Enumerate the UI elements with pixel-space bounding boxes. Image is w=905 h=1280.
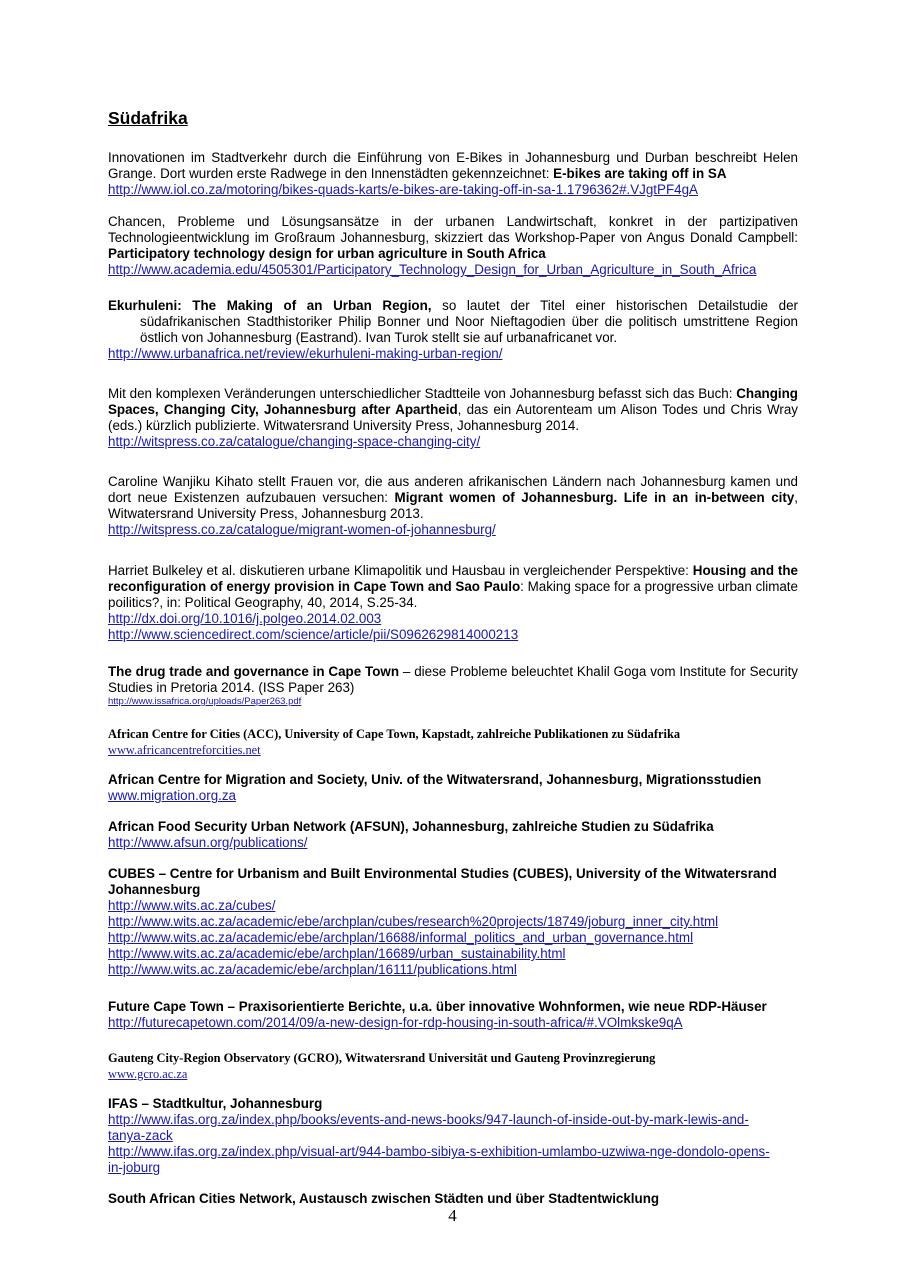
entry-text bbox=[108, 1050, 798, 1066]
entry-title: African Centre for Migration and Society, Univ. of the Witwatersrand, Johannesburg, Migrationsstudien bbox=[108, 772, 762, 787]
entry-e-bikes bbox=[108, 150, 798, 198]
entry-link-line[interactable]: tanya-zack bbox=[108, 1128, 173, 1143]
body-text: , das ein Autorenteam um Alison Todes und Chris Wray (eds.) kürzlich publizierte. Witwatersrand University Press, Johannesburg 2014. bbox=[108, 402, 798, 433]
entry-title: CUBES – Centre for Urbanism and Built Environmental Studies (CUBES), University of the Witwatersrand Johannesburg bbox=[108, 866, 777, 897]
entry-text bbox=[108, 772, 798, 788]
entry-link[interactable]: http://witspress.co.za/catalogue/changing-space-changing-city/ bbox=[108, 434, 481, 449]
entry-acms bbox=[108, 772, 798, 804]
entry-link[interactable]: www.gcro.ac.za bbox=[108, 1067, 188, 1081]
page-number: 4 bbox=[448, 1206, 457, 1225]
entry-ekurhuleni bbox=[108, 298, 798, 362]
entry-title: Ekurhuleni: The Making of an Urban Region, bbox=[108, 298, 432, 313]
entry-link[interactable]: http://www.wits.ac.za/cubes/ bbox=[108, 898, 276, 913]
entry-link[interactable]: http://www.wits.ac.za/academic/ebe/archplan/16111/publications.html bbox=[108, 962, 517, 977]
entry-link[interactable]: http://www.wits.ac.za/academic/ebe/archplan/16688/informal_politics_and_urban_governance.html bbox=[108, 930, 694, 945]
entry-link-sciencedirect[interactable]: http://www.sciencedirect.com/science/article/pii/S0962629814000213 bbox=[108, 627, 519, 642]
entry-link-line[interactable]: in-joburg bbox=[108, 1160, 161, 1175]
entry-link[interactable]: http://www.issafrica.org/uploads/Paper263.pdf bbox=[108, 696, 302, 707]
entry-link[interactable]: http://witspress.co.za/catalogue/migrant-women-of-johannesburg/ bbox=[108, 522, 496, 537]
entry-housing-energy bbox=[108, 563, 798, 643]
entry-afsun bbox=[108, 819, 798, 851]
entry-link[interactable]: www.migration.org.za bbox=[108, 788, 237, 803]
body-text: : Making space for a progressive urban climate poilitics?, in: Political Geography, 40, 2014, S.25-34. bbox=[108, 579, 798, 610]
page-heading: Südafrika bbox=[108, 108, 188, 128]
entry-title: IFAS – Stadtkultur, Johannesburg bbox=[108, 1096, 323, 1111]
entry-title: The drug trade and governance in Cape Town bbox=[108, 664, 399, 679]
entry-link-line[interactable]: http://www.ifas.org.za/index.php/books/events-and-news-books/947-launch-of-inside-out-by-mark-lewis-and- bbox=[108, 1112, 749, 1127]
entry-link[interactable]: http://www.urbanafrica.net/review/ekurhuleni-making-urban-region/ bbox=[108, 346, 503, 361]
entry-sacn bbox=[108, 1191, 798, 1207]
entry-text bbox=[108, 150, 798, 182]
entry-title: Participatory technology design for urban agriculture in South Africa bbox=[108, 246, 546, 261]
body-text: Innovationen im Stadtverkehr durch die Einführung von E-Bikes in Johannesburg und Durban beschreibt Helen Grange. Dort wurden erste Radwege in den Innenstädten gekennzeichnet: bbox=[108, 150, 798, 181]
entry-acc bbox=[108, 726, 798, 758]
entry-title: Migrant women of Johannesburg. Life in an in-between city bbox=[394, 490, 795, 505]
entry-text bbox=[108, 563, 798, 611]
entry-cubes bbox=[108, 866, 798, 978]
entry-title: E-bikes are taking off in SA bbox=[553, 166, 727, 181]
entry-link[interactable]: http://www.wits.ac.za/academic/ebe/archplan/cubes/research%20projects/18749/joburg_inner_city.html bbox=[108, 914, 719, 929]
entry-title: Gauteng City-Region Observatory (GCRO), Witwatersrand Universität und Gauteng Provinzregierung bbox=[108, 1051, 656, 1065]
body-text: Caroline Wanjiku Kihato stellt Frauen vor, die aus anderen afrikanischen Ländern nach Johannesburg kamen und dort neue Existenzen aufzubauen versuchen: bbox=[108, 474, 798, 505]
entry-link[interactable]: http://futurecapetown.com/2014/09/a-new-design-for-rdp-housing-in-south-africa/#.VOlmkske9qA bbox=[108, 1015, 683, 1030]
entry-text bbox=[108, 1096, 798, 1112]
entry-link-doi[interactable]: http://dx.doi.org/10.1016/j.polgeo.2014.02.003 bbox=[108, 611, 382, 626]
entry-text bbox=[108, 386, 798, 434]
entry-title: African Centre for Cities (ACC), University of Cape Town, Kapstadt, zahlreiche Publikationen zu Südafrika bbox=[108, 727, 681, 741]
entry-future-cape-town bbox=[108, 999, 798, 1031]
entry-text bbox=[108, 474, 798, 522]
entry-title: Future Cape Town – Praxisorientierte Berichte, u.a. über innovative Wohnformen, wie neue RDP-Häuser bbox=[108, 999, 767, 1014]
entry-text bbox=[108, 999, 798, 1015]
entry-urban-agriculture bbox=[108, 214, 798, 278]
entry-gcro bbox=[108, 1050, 798, 1082]
body-text: Harriet Bulkeley et al. diskutieren urbane Klimapolitik und Hausbau in vergleichender Perspektive: bbox=[108, 563, 693, 578]
entry-text bbox=[108, 214, 798, 262]
entry-migrant-women bbox=[108, 474, 798, 538]
entry-text bbox=[108, 664, 798, 696]
entry-text bbox=[108, 726, 798, 742]
entry-text bbox=[108, 1191, 798, 1207]
entry-ifas bbox=[108, 1096, 798, 1176]
entry-text bbox=[108, 866, 798, 898]
entry-title: South African Cities Network, Austausch zwischen Städten und über Stadtentwicklung bbox=[108, 1191, 660, 1206]
entry-link[interactable]: http://www.academia.edu/4505301/Participatory_Technology_Design_for_Urban_Agriculture_in_South_Africa bbox=[108, 262, 757, 277]
entry-link[interactable]: www.africancentreforcities.net bbox=[108, 743, 261, 757]
entry-title: Housing and the reconfiguration of energy provision in Cape Town and Sao Paulo bbox=[108, 563, 798, 594]
entry-title: Changing Spaces, Changing City, Johannesburg after Apartheid bbox=[108, 386, 798, 417]
entry-changing-spaces bbox=[108, 386, 798, 450]
body-text: Mit den komplexen Veränderungen unterschiedlicher Stadtteile von Johannesburg befasst sich das Buch: bbox=[108, 386, 737, 401]
body-text: – diese Probleme beleuchtet Khalil Goga vom Institute for Security Studies in Pretoria 2014. (ISS Paper 263) bbox=[108, 664, 798, 695]
entry-title: African Food Security Urban Network (AFSUN), Johannesburg, zahlreiche Studien zu Südafrika bbox=[108, 819, 714, 834]
entry-link-line[interactable]: http://www.ifas.org.za/index.php/visual-art/944-bambo-sibiya-s-exhibition-umlambo-uzwiwa-nge-dondolo-opens- bbox=[108, 1144, 770, 1159]
document-page bbox=[108, 108, 798, 1207]
body-text: , Witwatersrand University Press, Johannesburg 2013. bbox=[108, 490, 799, 521]
entry-link[interactable]: http://www.wits.ac.za/academic/ebe/archplan/16689/urban_sustainability.html bbox=[108, 946, 566, 961]
entry-drug-trade bbox=[108, 664, 798, 708]
entry-link[interactable]: http://www.afsun.org/publications/ bbox=[108, 835, 308, 850]
body-text: so lautet der Titel einer historischen Detailstudie der südafrikanischen Stadthistoriker Philip Bonner und Noor Nieftagodien über die politisch umstrittene Region östlich von Johannesburg (Eastrand). Ivan Turok stellt sie auf urbanafricanet vor. bbox=[140, 298, 798, 345]
entry-link[interactable]: http://www.iol.co.za/motoring/bikes-quads-karts/e-bikes-are-taking-off-in-sa-1.1796362#.VJgtPF4gA bbox=[108, 182, 698, 197]
body-text: Chancen, Probleme und Lösungsansätze in der urbanen Landwirtschaft, konkret in der partizipativen Technologieentwicklung im Großraum Johannesburg, skizziert das Workshop-Paper von Angus Donald Campbell: bbox=[108, 214, 798, 245]
entry-text bbox=[108, 819, 798, 835]
entry-text bbox=[108, 298, 798, 346]
